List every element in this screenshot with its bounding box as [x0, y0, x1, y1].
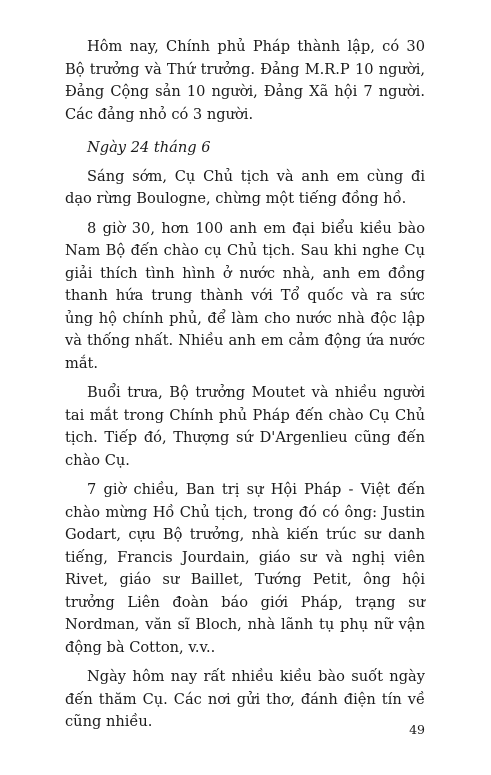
paragraph-noon-visitors: Buổi trưa, Bộ trưởng Moutet và nhiều người tai mắt trong Chính phủ Pháp đến chào Cụ Chủ tịch. Tiếp đó, Thượng sứ D'Argenlieu cũng đến chào Cụ.	[65, 384, 425, 469]
paragraph-morning-walk: Sáng sớm, Cụ Chủ tịch và anh em cùng đi dạo rừng Boulogne, chừng một tiếng đồng hồ.	[65, 167, 425, 207]
date-heading: Ngày 24 tháng 6	[87, 139, 211, 156]
paragraph-government-formed: Hôm nay, Chính phủ Pháp thành lập, có 30 Bộ trưởng và Thứ trưởng. Đảng M.R.P 10 người, Đảng Cộng sản 10 người, Đảng Xã hội 7 người. Các đảng nhỏ có 3 người.	[65, 38, 425, 123]
page-number: 49	[409, 722, 425, 737]
paragraph-many-visitors: Ngày hôm nay rất nhiều kiều bào suốt ngày đến thăm Cụ. Các nơi gửi thơ, đánh điện tín về cũng nhiều.	[65, 668, 425, 730]
paragraph-overseas-delegates: 8 giờ 30, hơn 100 anh em đại biểu kiều bào Nam Bộ đến chào cụ Chủ tịch. Sau khi nghe Cụ giải thích tình hình ở nước nhà, anh em đồng thanh hứa trung thành với Tổ quốc và ra sức ủng hộ chính phủ, để làm cho nước nhà độc lập và thống nhất. Nhiều anh em cảm động ứa nước mắt.	[65, 219, 425, 372]
paragraph-evening-association: 7 giờ chiều, Ban trị sự Hội Pháp - Việt đến chào mừng Hồ Chủ tịch, trong đó có ông: Justin Godart, cựu Bộ trưởng, nhà kiến trúc sư danh tiếng, Francis Jourdain, giáo sư và nghị viên Rivet, giáo sư Baillet, Tướng Petit, ông hội trưởng Liên đoàn báo giới Pháp, trạng sư Nordman, văn sĩ Bloch, nhà lãnh tụ phụ nữ vận động bà Cotton, v.v..	[65, 481, 425, 656]
page-body	[65, 36, 425, 734]
